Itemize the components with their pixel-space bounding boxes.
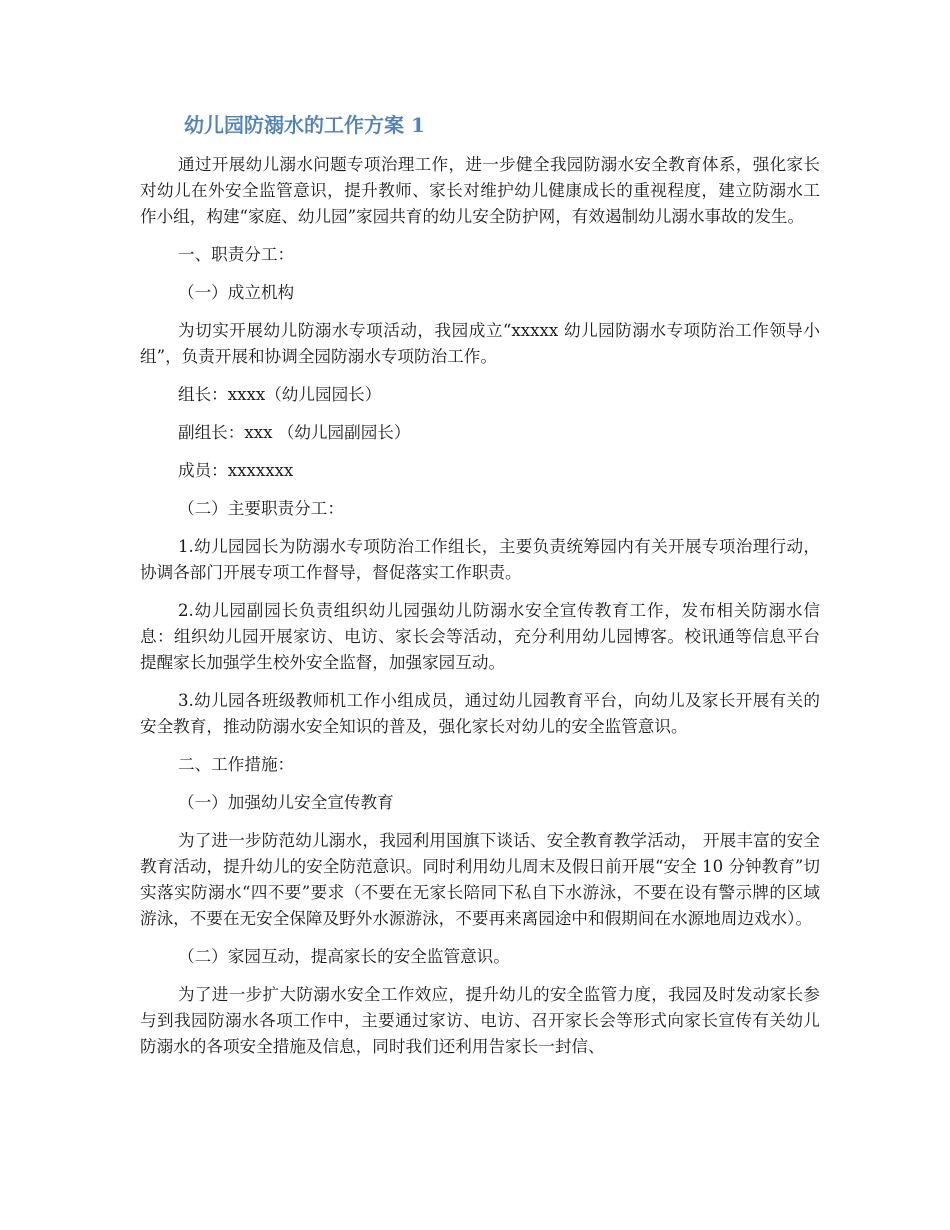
paragraph-safety-education: 为了进一步防范幼儿溺水，我园利用国旗下谈话、安全教育教学活动， 开展丰富的安全教育活动，提升幼儿的安全防范意识。同时利用幼儿周末及假日前开展“安全 10 分钟教育”切实落实防溺水“四不要”要求（不要在无家长陪同下私自下水游泳，不要在设有警示牌的区域游泳，不要在无安全保障及野外水源游泳，不要再来离园途中和假期间在水源地周边戏水）。 — [140, 831, 820, 928]
subheading-main-duties: （二）主要职责分工： — [178, 499, 344, 518]
document-body — [140, 152, 820, 1072]
paragraph-organization: 为切实开展幼儿防溺水专项活动，我园成立“xxxxx 幼儿园防溺水专项防治工作领导小组”，负责开展和协调全园防溺水专项防治工作。 — [140, 321, 820, 366]
document-title: 幼儿园防溺水的工作方案 1 — [184, 113, 425, 137]
duty-item-3: 3.幼儿园各班级教师机工作小组成员，通过幼儿园教育平台，向幼儿及家长开展有关的安全教育，推动防溺水安全知识的普及，强化家长对幼儿的安全监管意识。 — [140, 691, 820, 736]
heading-measures: 二、工作措施： — [178, 755, 295, 774]
subheading-home-school: （二）家园互动，提高家长的安全监管意识。 — [178, 947, 510, 966]
heading-duties: 一、职责分工： — [178, 245, 295, 264]
team-members: 成员：xxxxxxx — [178, 461, 294, 480]
paragraph-intro: 通过开展幼儿溺水问题专项治理工作，进一步健全我园防溺水安全教育体系，强化家长对幼儿在外安全监管意识，提升教师、家长对维护幼儿健康成长的重视程度，建立防溺水工作小组，构建“家庭、幼儿园”家园共育的幼儿安全防护网，有效遏制幼儿溺水事故的发生。 — [140, 155, 820, 226]
subheading-safety-education: （一）加强幼儿安全宣传教育 — [178, 793, 394, 812]
subheading-organization: （一）成立机构 — [178, 283, 295, 302]
team-leader: 组长：xxxx（幼儿园园长） — [178, 385, 382, 404]
duty-item-2: 2.幼儿园副园长负责组织幼儿园强幼儿防溺水安全宣传教育工作，发布相关防溺水信息：组织幼儿园开展家访、电访、家长会等活动，充分利用幼儿园博客。校讯通等信息平台提醒家长加强学生校外安全监督，加强家园互动。 — [140, 601, 820, 672]
paragraph-home-school: 为了进一步扩大防溺水安全工作效应，提升幼儿的安全监管力度，我园及时发动家长参与到我园防溺水各项工作中，主要通过家访、电访、召开家长会等形式向家长宣传有关幼儿防溺水的各项安全措施及信息，同时我们还利用告家长一封信、 — [140, 985, 820, 1056]
team-deputy-leader: 副组长：xxx （幼儿园副园长） — [178, 423, 411, 442]
duty-item-1: 1.幼儿园园长为防溺水专项防治工作组长，主要负责统筹园内有关开展专项治理行动，协调各部门开展专项工作督导，督促落实工作职责。 — [140, 537, 820, 582]
